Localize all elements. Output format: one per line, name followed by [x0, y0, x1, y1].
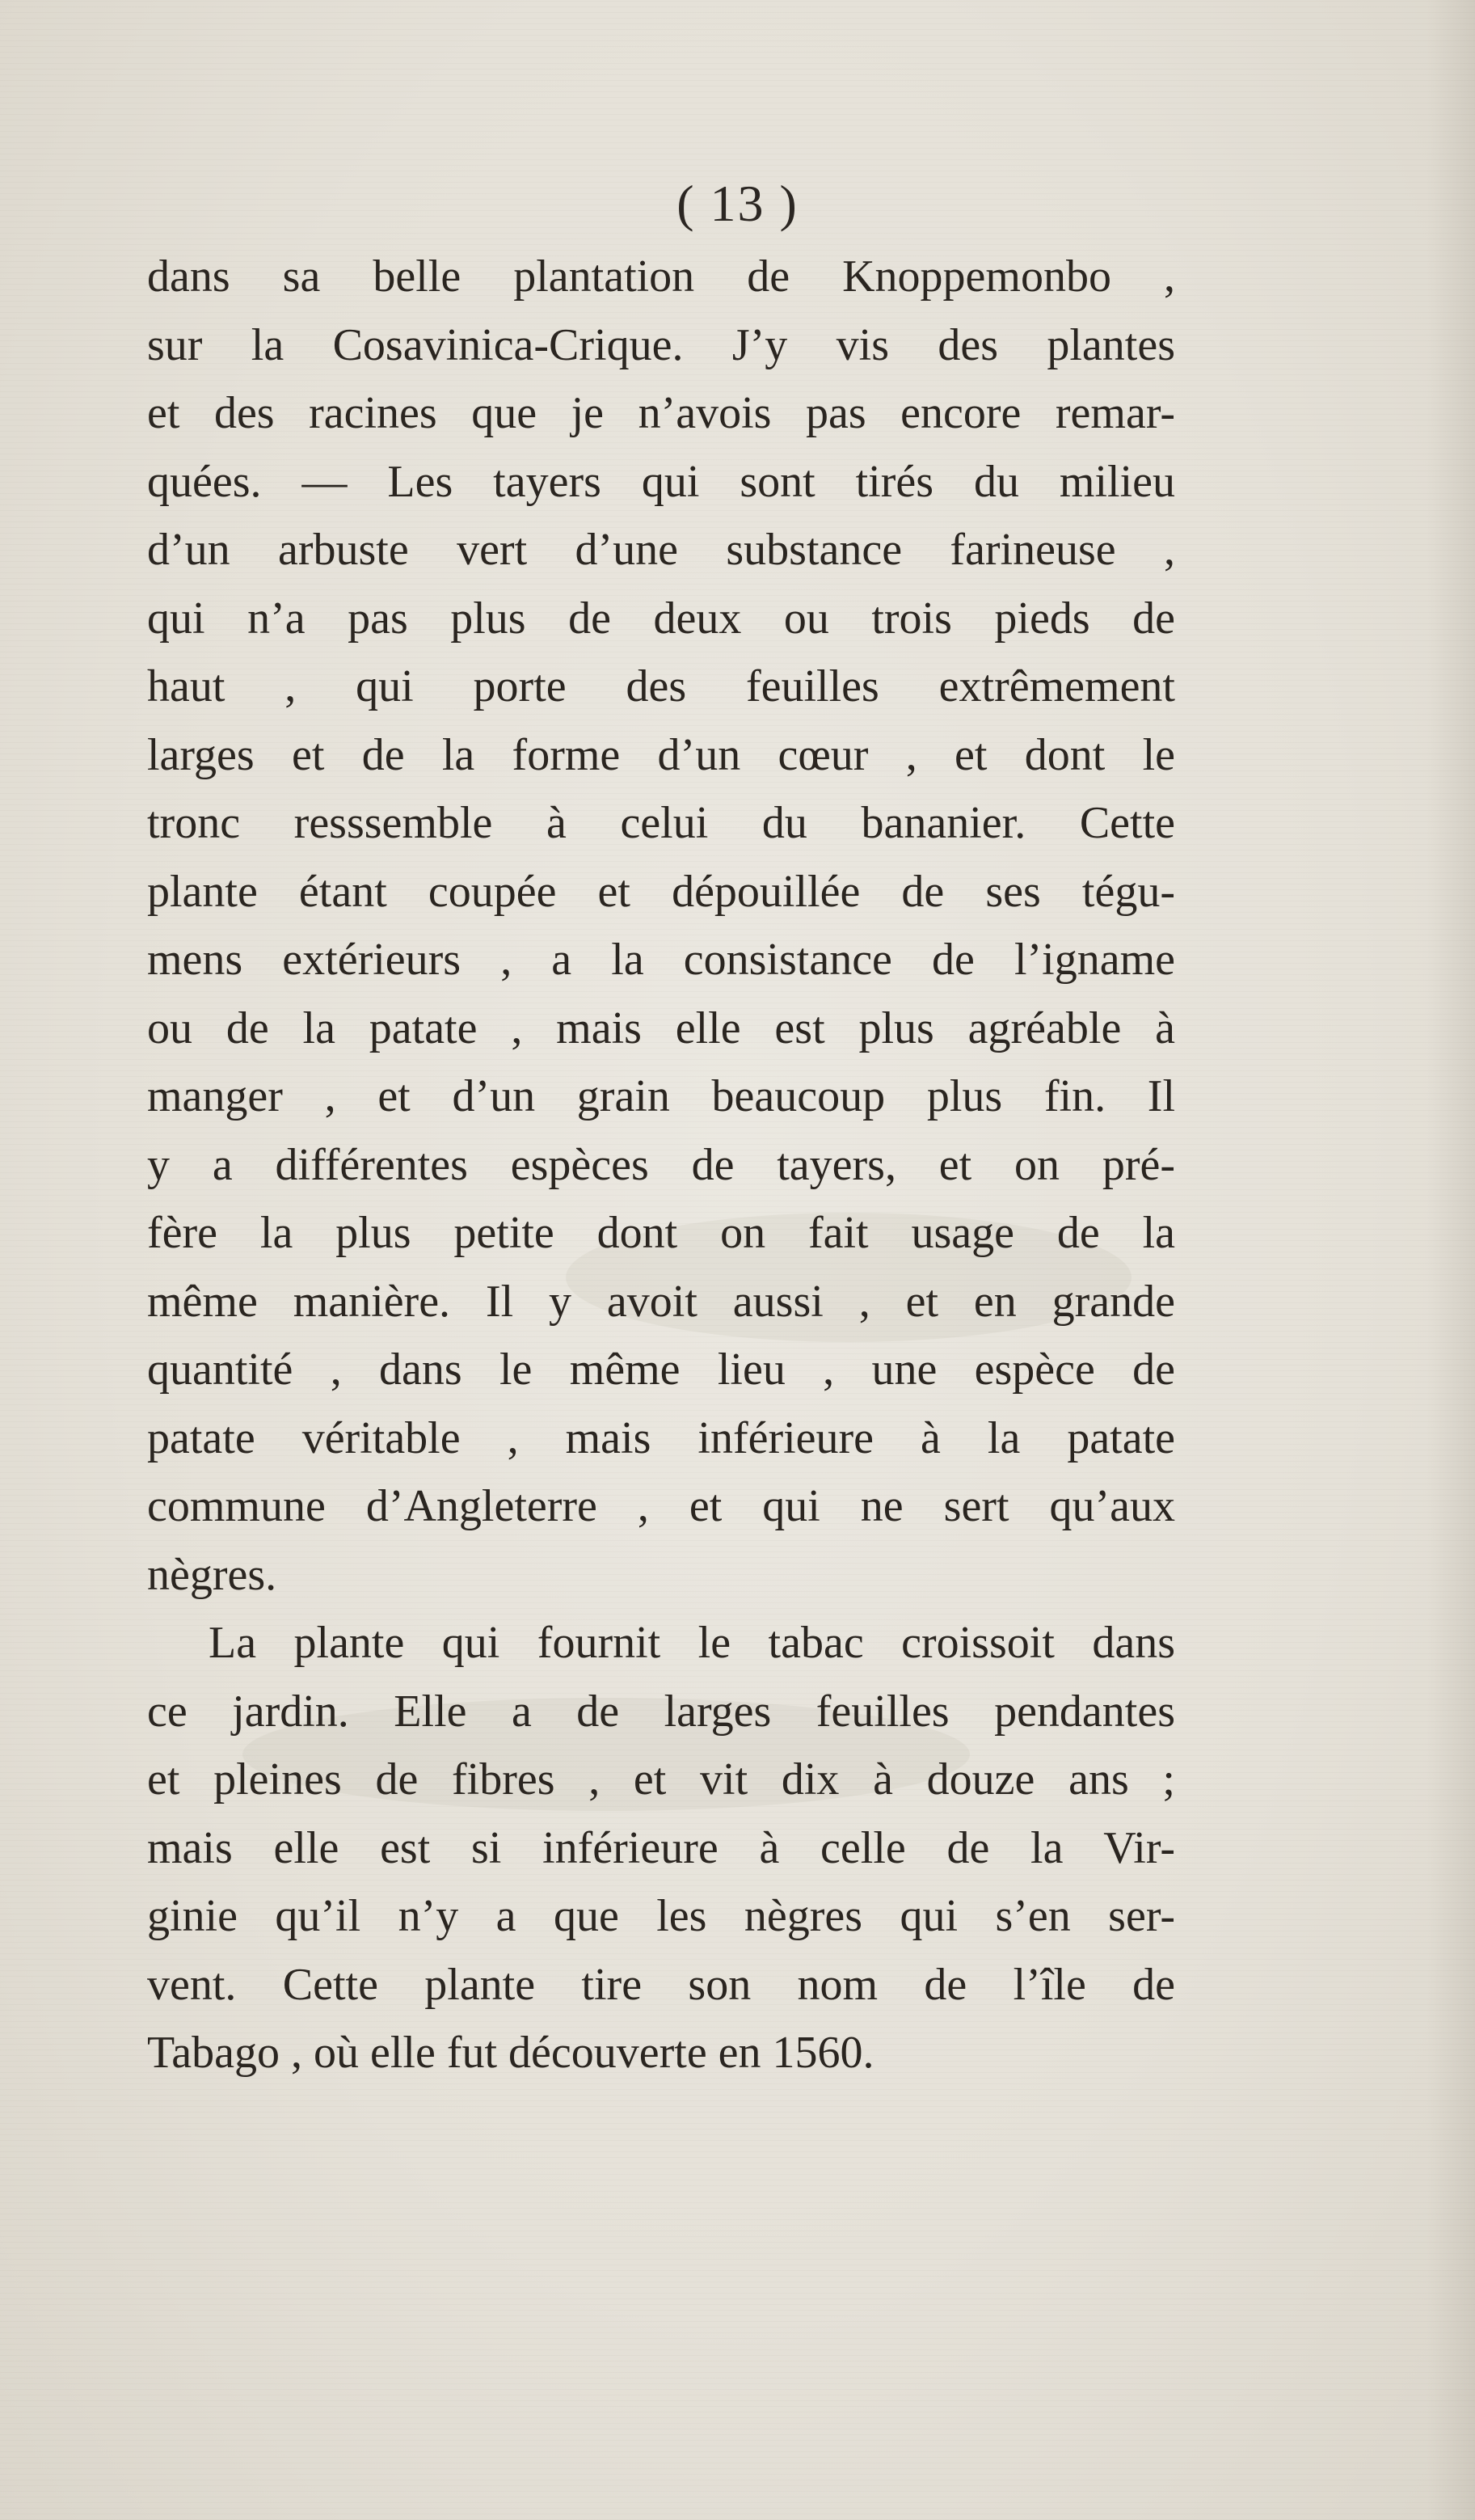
text-line: sur la Cosavinica-Crique. J’y vis des plantes [147, 319, 1175, 370]
text-line: Tabago , où elle fut découverte en 1560. [147, 2028, 874, 2078]
text-line: mens extérieurs , a la consistance de l’igname [147, 935, 1175, 985]
text-line: et des racines que je n’avois pas encore remar- [147, 388, 1175, 438]
page-number: ( 13 ) [676, 175, 799, 232]
text-line: vent. Cette plante tire son nom de l’île de [147, 1959, 1175, 2010]
body-text [147, 243, 1175, 2087]
text-line: qui n’a pas plus de deux ou trois pieds de [147, 593, 1175, 644]
text-line: dans sa belle plantation de Knoppemonbo , [147, 251, 1175, 302]
text-line: et pleines de fibres , et vit dix à douze ans ; [147, 1754, 1175, 1805]
text-line: plante étant coupée et dépouillée de ses tégu- [147, 866, 1175, 917]
text-line: quées. — Les tayers qui sont tirés du milieu [147, 456, 1175, 507]
text-line: ou de la patate , mais elle est plus agréable à [147, 1003, 1175, 1053]
text-line: ginie qu’il n’y a que les nègres qui s’en ser- [147, 1891, 1175, 1941]
paragraph [147, 1609, 1175, 2087]
text-line: tronc resssemble à celui du bananier. Cette [147, 798, 1175, 848]
text-line: haut , qui porte des feuilles extrêmement [147, 661, 1175, 711]
text-line: quantité , dans le même lieu , une espèce de [147, 1344, 1175, 1395]
page-edge-shadow [1427, 0, 1475, 2520]
paragraph [147, 243, 1175, 1609]
text-line: y a différentes espèces de tayers, et on pré- [147, 1139, 1175, 1190]
text-line: manger , et d’un grain beaucoup plus fin. Il [147, 1071, 1175, 1121]
text-line: mais elle est si inférieure à celle de la Vir- [147, 1822, 1175, 1873]
text-line: même manière. Il y avoit aussi , et en grande [147, 1276, 1175, 1327]
text-line: commune d’Angleterre , et qui ne sert qu’aux [147, 1481, 1175, 1531]
text-line: patate véritable , mais inférieure à la patate [147, 1412, 1175, 1463]
text-line: La plante qui fournit le tabac croissoit dans [209, 1618, 1175, 1668]
text-line: d’un arbuste vert d’une substance farineuse , [147, 525, 1175, 575]
text-line: fère la plus petite dont on fait usage de la [147, 1208, 1175, 1258]
text-line: larges et de la forme d’un cœur , et dont le [147, 729, 1175, 780]
text-line: nègres. [147, 1549, 277, 1600]
text-line: ce jardin. Elle a de larges feuilles pendantes [147, 1686, 1175, 1737]
